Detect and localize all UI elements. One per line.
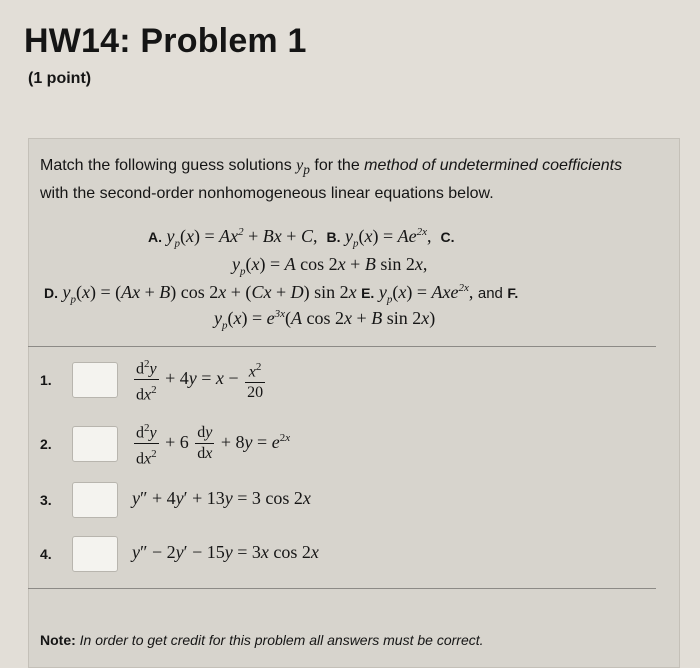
options-line-3 [44,282,518,306]
question-2-equation: $\frac{d^2y}{dx^2}$ + 6 $\frac{dy}{dx}$ + $8y = e^{2x}$ [132,418,290,470]
question-4-answer-input[interactable] [72,536,118,572]
options-line-1 [148,226,454,250]
option-d-label: D. [44,285,58,301]
page-title: HW14: Problem 1 [24,22,307,60]
option-e: $y_p(x) = Axe^{2x}$, [378,282,474,306]
option-b-label: B. [326,229,341,245]
note-label: Note: [40,632,76,648]
question-3-equation: y″ + 4y′ + 13y = 3 cos 2x [132,488,311,508]
question-1-answer-input[interactable] [72,362,118,398]
note-text: In order to get credit for this problem all answers must be correct. [75,632,484,648]
question-3-answer-input[interactable] [72,482,118,518]
problem-intro [40,154,640,206]
q2-fraction-dy: $\frac{dy}{dx}$ [197,424,213,463]
question-4-number: 4. [40,546,52,562]
options-line-4 [214,308,435,332]
option-e-label: E. [361,285,375,301]
question-2-answer-input[interactable] [72,426,118,462]
question-2-number: 2. [40,436,52,452]
points-label: (1 point) [28,70,92,87]
intro-emphasis: method of undetermined coefficients [364,157,623,174]
option-a: $y_p(x) = Ax^2 + Bx + C$, [166,226,318,250]
intro-text-3: with the second-order nonhomogeneous linear equations below. [40,185,494,203]
option-f-label: F. [507,285,519,301]
question-4-equation: y″ − 2y′ − 15y = 3x cos 2x [132,542,319,562]
yp-sub: p [303,162,310,178]
q2-fraction-d2y: $\frac{d^2y}{dx^2}$ [134,418,159,470]
question-1-equation: $\frac{d^2y}{dx^2}$ + 4y = x − $\frac{x^2}{20}$ [132,354,267,406]
option-b: $y_p(x) = Ae^{2x}$, [344,226,432,250]
yp-y: y [296,157,304,174]
divider-top [28,346,656,347]
option-c: $y_p(x) = A$ cos 2x + B sin 2x, [232,254,428,278]
question-1-number: 1. [40,372,52,388]
option-a-label: A. [148,229,162,245]
option-d: $y_p(x) = (Ax + B)$ cos 2x + (Cx + D) sin 2x [62,282,357,306]
options-and: and [477,285,503,302]
credit-note [40,632,484,648]
options-line-2 [232,254,427,278]
divider-bottom [28,588,656,589]
intro-text-2: for the [309,157,365,174]
q1-fraction-x2: $\frac{x^2}{20}$ [245,357,265,403]
option-c-label: C. [440,229,455,245]
q1-fraction-d2y: $\frac{d^2y}{dx^2}$ [134,354,159,406]
question-3-number: 3. [40,492,52,508]
intro-text-1: Match the following guess solutions [40,157,297,174]
option-f: $y_p(x) = e^{3x}(A$ cos 2x + B sin 2x) [214,308,436,332]
yp-symbol [296,157,310,178]
